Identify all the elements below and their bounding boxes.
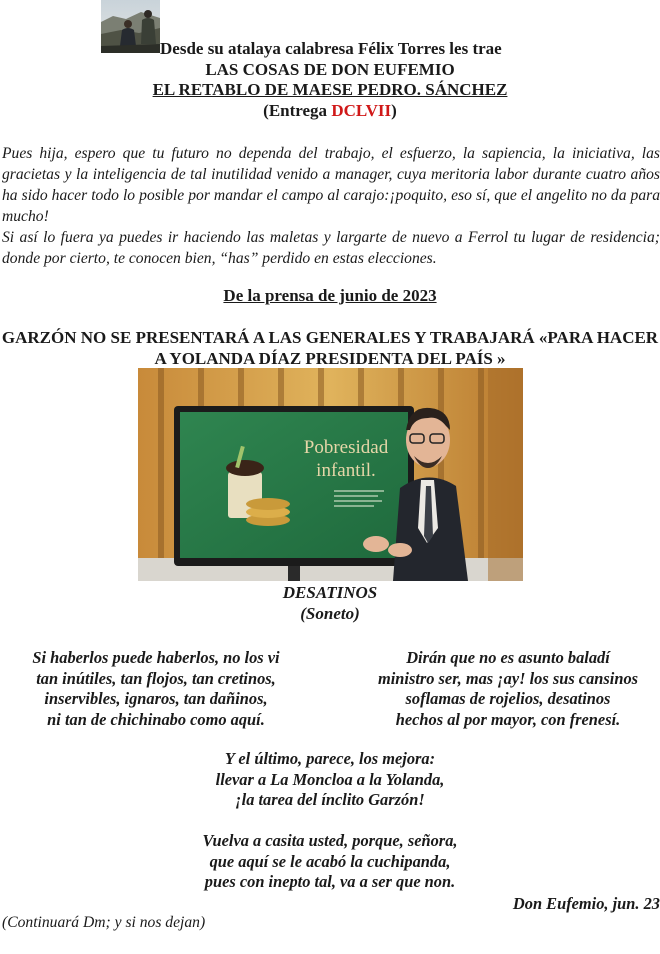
- intro-text: [2, 143, 660, 269]
- poem-verse: Si haberlos puede haberlos, no los vi: [32, 648, 280, 667]
- poem-verse: soflamas de rojelios, desatinos: [405, 689, 611, 708]
- poem-verse: pues con inepto tal, va a ser que non.: [204, 872, 456, 891]
- poem-verse: llevar a La Moncloa a la Yolanda,: [215, 769, 445, 789]
- poem-verse: hechos al por mayor, con frenesí.: [395, 709, 621, 729]
- poem-subtitle: (Soneto): [300, 604, 360, 623]
- screen-title-line1: Pobresidad: [303, 437, 389, 458]
- news-headline: GARZÓN NO SE PRESENTARÁ A LAS GENERALES Y TRABAJARÁ «PARA HACER A YOLANDA DÍAZ PRESIDENTA DEL PAÍS »: [1, 328, 659, 368]
- screen-title-line2: infantil.: [316, 460, 376, 481]
- poem-stanza-3: [0, 749, 660, 811]
- installment-line: [0, 101, 660, 121]
- press-heading: De la prensa de junio de 2023: [223, 286, 437, 305]
- installment-suffix: ): [391, 101, 397, 120]
- poem-verse: Dirán que no es asunto baladí: [406, 648, 610, 667]
- continuation-note: (Continuará Dm; y si nos dejan): [2, 914, 206, 931]
- signature: Don Eufemio, jun. 23: [512, 894, 660, 913]
- poem-stanza-4: [0, 831, 660, 893]
- poem-verse: ministro ser, mas ¡ay! los sus cansinos: [377, 668, 639, 688]
- poem-title: DESATINOS: [282, 583, 378, 602]
- poem-verse: Vuelva a casita usted, porque, señora,: [202, 831, 458, 850]
- poem-verse: ni tan de chichinabo como aquí.: [47, 709, 265, 729]
- poem-stanza-1: [0, 648, 312, 730]
- column-title: EL RETABLO DE MAESE PEDRO. SÁNCHEZ: [152, 80, 508, 99]
- installment-prefix: (Entrega: [263, 101, 332, 120]
- poem-verse: tan inútiles, tan flojos, tan cretinos,: [36, 668, 276, 688]
- installment-number: DCLVII: [331, 101, 392, 120]
- poem-verse: ¡la tarea del ínclito Garzón!: [235, 790, 425, 809]
- header-intro-line: Desde su atalaya calabresa Félix Torres les trae: [160, 39, 502, 58]
- news-photo: [138, 368, 523, 581]
- poem-stanza-2: [356, 648, 660, 730]
- poem-verse: Y el último, parece, los mejora:: [224, 749, 436, 768]
- intro-paragraph: Si así lo fuera ya puedes ir haciendo las maletas y largarte de nuevo a Ferrol tu lugar de residencia; donde por cierto, te conocen bien, “has” perdido en estas elecciones.: [2, 229, 660, 267]
- intro-paragraph: Pues hija, espero que tu futuro no dependa del trabajo, el esfuerzo, la sapiencia, la iniciativa, las gracietas y la inteligencia de tal inutilidad venido a manager, cuya meritoria labor durante cuatro años ha sido hacer todo lo posible por mandar el campo al carajo:¡poquito, eso sí, que el angelito no da para mucho!: [2, 145, 660, 225]
- poem-verse: inservibles, ignaros, tan dañinos,: [44, 689, 268, 708]
- poem-verse: que aquí se le acabó la cuchipanda,: [209, 851, 451, 871]
- series-title: LAS COSAS DE DON EUFEMIO: [205, 60, 455, 79]
